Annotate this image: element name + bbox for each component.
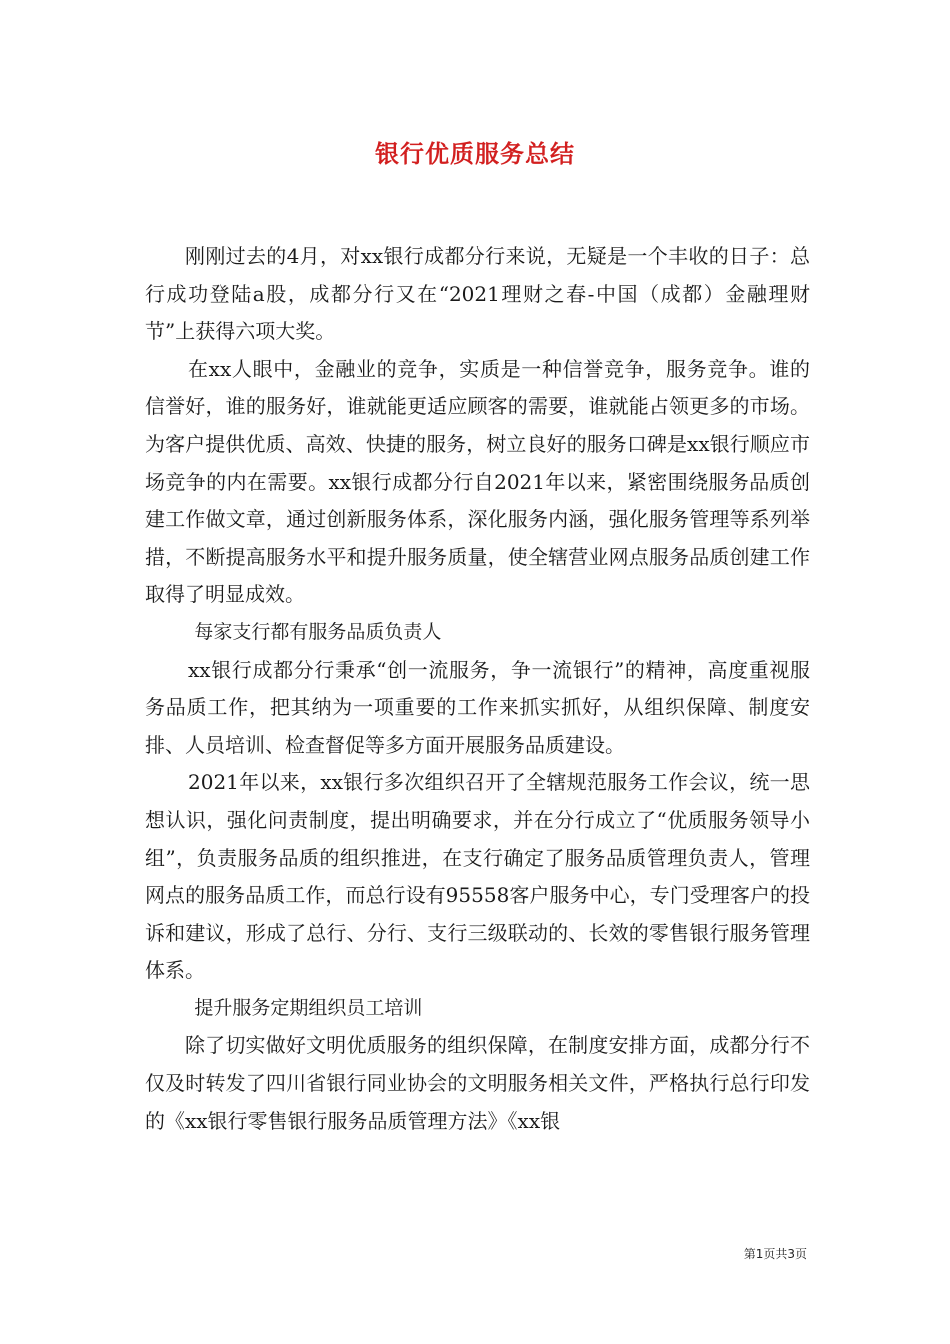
paragraph-5: 除了切实做好文明优质服务的组织保障，在制度安排方面，成都分行不仅及时转发了四川省银行同业协会的文明服务相关文件，严格执行总行印发的《xx银行零售银行服务品质管理方法》《xx银 — [145, 1033, 810, 1133]
paragraph-2: 在xx人眼中，金融业的竞争，实质是一种信誉竞争，服务竞争。谁的信誉好，谁的服务好，谁就能更适应顾客的需要，谁就能占领更多的市场。为客户提供优质、高效、快捷的服务，树立良好的服务口碑是xx银行顺应市场竞争的内在需要。xx银行成都分行自2021年以来，紧密围绕服务品质创建工作做文章，通过创新服务体系，深化服务内涵，强化服务管理等系列举措，不断提高服务水平和提升服务质量，使全辖营业网点服务品质创建工作取得了明显成效。 — [145, 356, 810, 607]
section-heading-1: 每家支行都有服务品质负责人 — [194, 620, 442, 643]
document-body — [145, 238, 810, 1140]
document-title: 银行优质服务总结 — [375, 140, 575, 168]
paragraph-1: 刚刚过去的4月，对xx银行成都分行来说，无疑是一个丰收的日子：总行成功登陆a股，成都分行又在“2021理财之春-中国（成都）金融理财节”上获得六项大奖。 — [145, 244, 810, 344]
page-number: 第1页共3页 — [743, 1247, 807, 1261]
paragraph-3: xx银行成都分行秉承“创一流服务，争一流银行”的精神，高度重视服务品质工作，把其纳为一项重要的工作来抓实抓好，从组织保障、制度安排、人员培训、检查督促等多方面开展服务品质建设。 — [145, 657, 810, 757]
paragraph-4: 2021年以来，xx银行多次组织召开了全辖规范服务工作会议，统一思想认识，强化问责制度，提出明确要求，并在分行成立了“优质服务领导小组”，负责服务品质的组织推进，在支行确定了服务品质管理负责人，管理网点的服务品质工作，而总行设有95558客户服务中心，专门受理客户的投诉和建议，形成了总行、分行、支行三级联动的、长效的零售银行服务管理体系。 — [145, 770, 810, 983]
section-heading-2: 提升服务定期组织员工培训 — [194, 996, 423, 1019]
